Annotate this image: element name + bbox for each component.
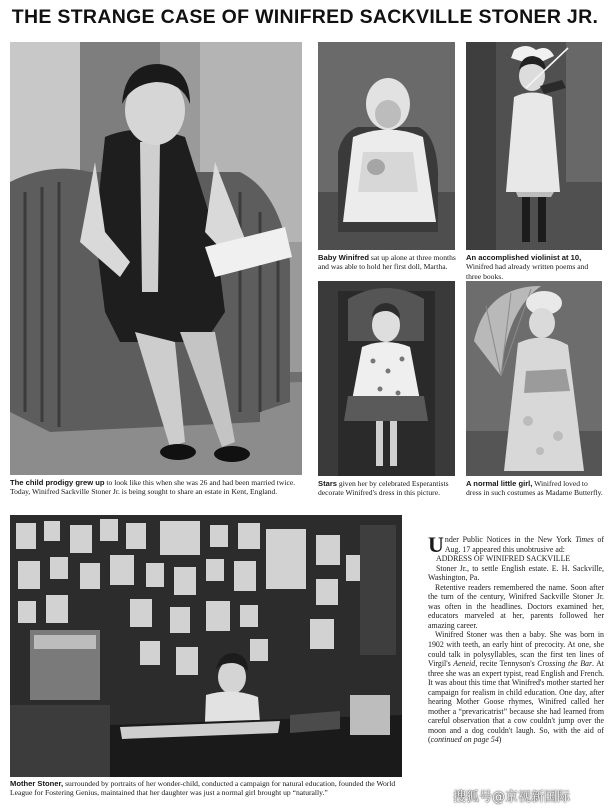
watermark: 搜狐号@京视新国际 [453, 790, 571, 805]
article-p1-text-end: of Aug. 17 appeared this unobtrusive ad: [444, 535, 604, 554]
caption-stars-text: given her by celebrated Esperantists decorate Winifred's dress in this picture. [318, 479, 449, 498]
caption-grown-up-text: to look like this when she was 26 and had been married twice. Today, Winifred Sackville Stoner Jr. is being sought to share an estate in Kent, England. [10, 478, 296, 497]
drop-cap: U [428, 532, 444, 557]
photo-mother-at-desk [10, 515, 402, 777]
article-ad-heading: ADDRESS OF WINIFRED SACKVILLE [436, 554, 571, 564]
photo-baby-winifred [318, 42, 455, 250]
article-column [428, 532, 605, 745]
article-p3-crossing-the-bar: Crossing the Bar [537, 659, 593, 669]
article-paragraph-2: Retentive readers remembered the name. Soon after the turn of the century, Winifred Sackville Stoner Jr. was often in the headlines. Doctors examined her, educators marveled at her, parents followed her amazing career. [428, 582, 604, 630]
caption-baby [318, 253, 457, 272]
caption-normal-girl-lead: A normal little girl, [466, 479, 533, 488]
caption-stars-lead: Stars [318, 479, 337, 488]
caption-violinist-lead: An accomplished violinist at 10, [466, 253, 582, 262]
article-p3-text-2: , recite Tennyson's [475, 659, 538, 669]
headline: THE STRANGE CASE OF WINIFRED SACKVILLE STONER JR. [11, 6, 599, 28]
caption-grown-up [10, 478, 302, 497]
caption-normal-girl-text: Winifred loved to dress in such costumes as Madame Butterfly. [466, 479, 603, 498]
caption-mother-lead: Mother Stoner, [10, 779, 64, 788]
photo-violinist [466, 42, 602, 250]
article-continued-link: continued on page 54 [430, 735, 499, 745]
article-p1-times: Times [575, 535, 594, 544]
article-paragraph-3 [428, 630, 604, 745]
caption-mother [10, 779, 402, 798]
article-p3-end: ) [498, 735, 502, 745]
article-paragraph-1 [428, 532, 604, 557]
caption-violinist-text: Winifred had already written poems and three books. [466, 262, 589, 281]
article-p3-aeneid: Aeneid [453, 659, 476, 669]
caption-baby-lead: Baby Winifred [318, 253, 369, 262]
caption-mother-text: surrounded by portraits of her wonder-child, conducted a campaign for natural education, founded the World League for Fostering Genius, maintained that her daughter was just a normal girl brought up “naturally.” [10, 779, 396, 798]
article-p3-text-3: . At three she was an expert typist, read English and French. It was about this time that Winifred's mother started her campaign for realism in child education. One day, after hearing Mother Goose rhymes, Winifred called her mother a “prevaricatrist” because she had learned from careful observation that a cow couldn't jump over the moon and a dog couldn't laugh. So, with the aid of ( [428, 659, 605, 745]
photo-madame-butterfly [466, 281, 602, 476]
caption-baby-text: sat up alone at three months and was able to hold her first doll, Martha. [318, 253, 456, 272]
caption-normal-girl [466, 479, 604, 498]
article-p3-text: Winifred Stoner was then a baby. She was born in 1902 with teeth, an early hint of precocity. At one, she could talk in polysyllables, scan the first ten lines of Virgil's [428, 630, 604, 669]
photo-stars-dress [318, 281, 455, 476]
caption-violinist [466, 253, 604, 281]
article-p1-text: nder Public Notices in the New York [444, 535, 576, 544]
caption-grown-up-lead: The child prodigy grew up [10, 478, 105, 487]
article-ad-body: Stoner Jr., to settle English estate. E. H. Sackville, Washington, Pa. [428, 563, 604, 583]
photo-woman-in-armchair [10, 42, 302, 475]
caption-stars [318, 479, 457, 498]
